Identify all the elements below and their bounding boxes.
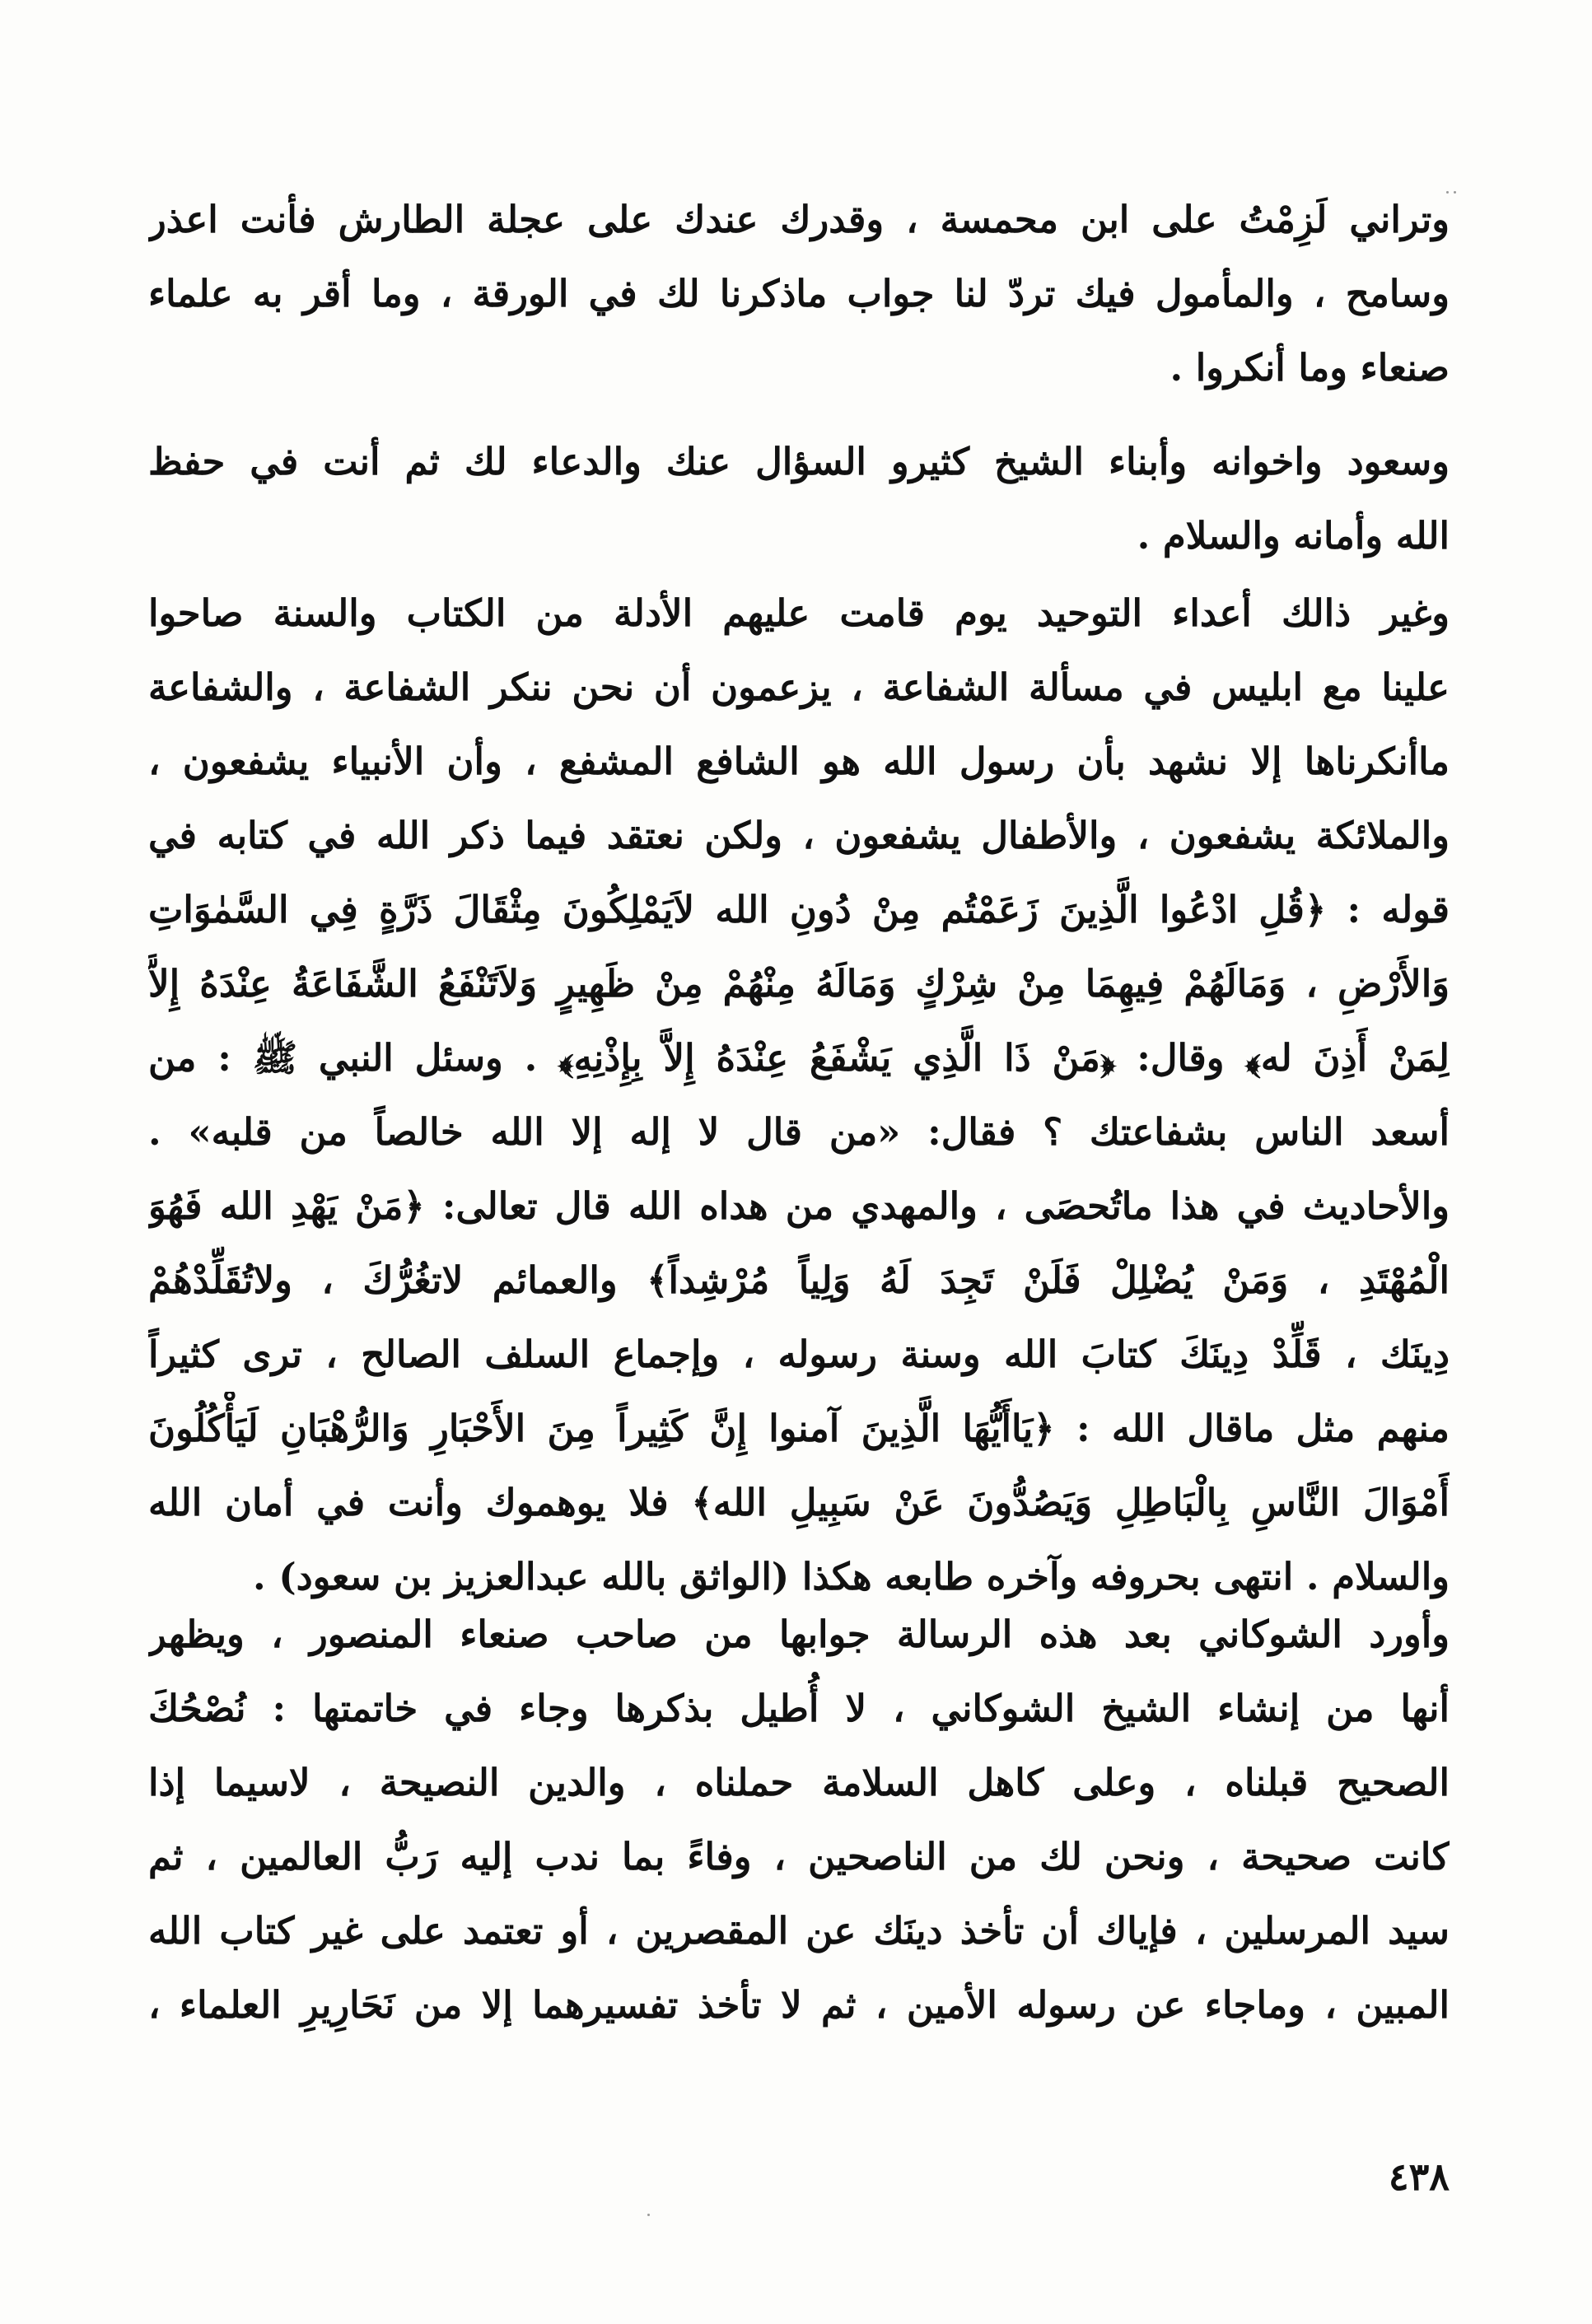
text-line: والملائكة يشفعون ، والأطفال يشفعون ، ولكن نعتقد فيما ذكر الله في كتابه في bbox=[148, 814, 1450, 857]
quran-verse-line: منهم مثل ماقال الله : ﴿يَاأَيُّهَا الَّذِينَ آمنوا إِنَّ كَثِيراً مِنَ الأَحْبَارِ وَالرُّهْبَانِ لَيَأْكُلُونَ bbox=[148, 1407, 1450, 1450]
page-number: ٤٣٨ bbox=[1388, 2154, 1450, 2199]
paragraph-3 bbox=[148, 576, 1450, 1614]
text-line: المبين ، وماجاء عن رسوله الأمين ، ثم لا تأخذ تفسيرهما إلا من نَحَارِيرِ العلماء ، bbox=[148, 1983, 1450, 2027]
text-line: لِمَنْ أَذِنَ له﴾ وقال: ﴿مَنْ ذَا الَّذِي يَشْفَعُ عِنْدَهُ إِلاَّ بِإِذْنِهِ﴾ . وسئل النبي ﷺ : من bbox=[148, 1036, 1450, 1080]
text-line: علينا مع ابليس في مسألة الشفاعة ، يزعمون أن نحن ننكر الشفاعة ، والشفاعة bbox=[148, 665, 1450, 709]
text-line: سيد المرسلين ، فإياك أن تأخذ دينَك عن المقصرين ، أو تعتمد على غير كتاب الله bbox=[148, 1909, 1450, 1953]
quran-verse-line: وَالأَرْضِ ، وَمَالَهُمْ فِيهِمَا مِنْ شِرْكٍ وَمَالَهُ مِنْهُمْ مِنْ ظَهِيرٍ وَلاَتَنْفَعُ الشَّفَاعَةُ عِنْدَهُ إِلاَّ bbox=[148, 962, 1450, 1006]
text-line: دِينَك ، قَلِّدْ دِينَكَ كتابَ الله وسنة رسوله ، وإجماع السلف الصالح ، ترى كثيراً bbox=[148, 1332, 1450, 1376]
text-line: أنها من إنشاء الشيخ الشوكاني ، لا أُطيل بذكرها وجاء في خاتمتها : نُصْحُكَ bbox=[148, 1687, 1450, 1730]
paragraph-1 bbox=[148, 183, 1450, 405]
quran-verse-line: أَمْوَالَ النَّاسِ بِالْبَاطِلِ وَيَصُدُّونَ عَنْ سَبِيلِ الله﴾ فلا يوهموك وأنت في أمان الله bbox=[148, 1481, 1450, 1524]
paragraph-4 bbox=[148, 1598, 1450, 2042]
text-line: ماأنكرناها إلا نشهد بأن رسول الله هو الشافع المشفع ، وأن الأنبياء يشفعون ، bbox=[148, 740, 1450, 783]
text-line: صنعاء وما أنكروا . bbox=[1169, 346, 1450, 390]
text-line: وغير ذالك أعداء التوحيد يوم قامت عليهم الأدلة من الكتاب والسنة صاحوا bbox=[148, 591, 1450, 635]
text-line: وتراني لَزِمْتُ على ابن محمسة ، وقدرك عندك على عجلة الطارش فأنت اعذر bbox=[148, 198, 1450, 241]
text-line: الصحيح قبلناه ، وعلى كاهل السلامة حملناه ، والدين النصيحة ، لاسيما إذا bbox=[148, 1761, 1450, 1804]
text-line: وسعود واخوانه وأبناء الشيخ كثيرو السؤال عنك والدعاء لك ثم أنت في حفظ bbox=[148, 440, 1450, 483]
text-line: والسلام . انتهى بحروفه وآخره طابعه هكذا (الواثق بالله عبدالعزيز بن سعود) . bbox=[252, 1555, 1450, 1598]
quran-verse-line: الْمُهْتَدِ ، وَمَنْ يُضْلِلْ فَلَنْ تَجِدَ لَهُ وَلِياً مُرْشِداً﴾ والعمائم لاتغُرُّكَ ، ولاتُقَلِّدْهُمْ bbox=[148, 1258, 1450, 1302]
text-line: والأحاديث في هذا ماتُحصَى ، والمهدي من هداه الله قال تعالى: ﴿مَنْ يَهْدِ الله فَهُوَ bbox=[148, 1184, 1450, 1228]
hadith-line: أسعد الناس بشفاعتك ؟ فقال: «من قال لا إله إلا الله خالصاً من قلبه» . bbox=[148, 1110, 1450, 1154]
scan-speck bbox=[1454, 191, 1456, 194]
text-line: وأورد الشوكاني بعد هذه الرسالة جوابها من صاحب صنعاء المنصور ، ويظهر bbox=[148, 1612, 1450, 1656]
text-line: وسامح ، والمأمول فيك تردّ لنا جواب ماذكرنا لك في الورقة ، وما أقر به علماء bbox=[148, 272, 1450, 315]
quran-verse-line: قوله : ﴿قُلِ ادْعُوا الَّذِينَ زَعَمْتُم مِنْ دُونِ الله لاَيَمْلِكُونَ مِثْقَالَ ذَرَّةٍ فِي السَّمٰوَاتِ bbox=[148, 888, 1450, 931]
text-line: الله وأمانه والسلام . bbox=[1137, 514, 1450, 558]
paragraph-2 bbox=[148, 425, 1450, 573]
scan-speck bbox=[647, 2214, 650, 2216]
text-line: كانت صحيحة ، ونحن لك من الناصحين ، وفاءً بما ندب إليه رَبُّ العالمين ، ثم bbox=[148, 1835, 1450, 1878]
